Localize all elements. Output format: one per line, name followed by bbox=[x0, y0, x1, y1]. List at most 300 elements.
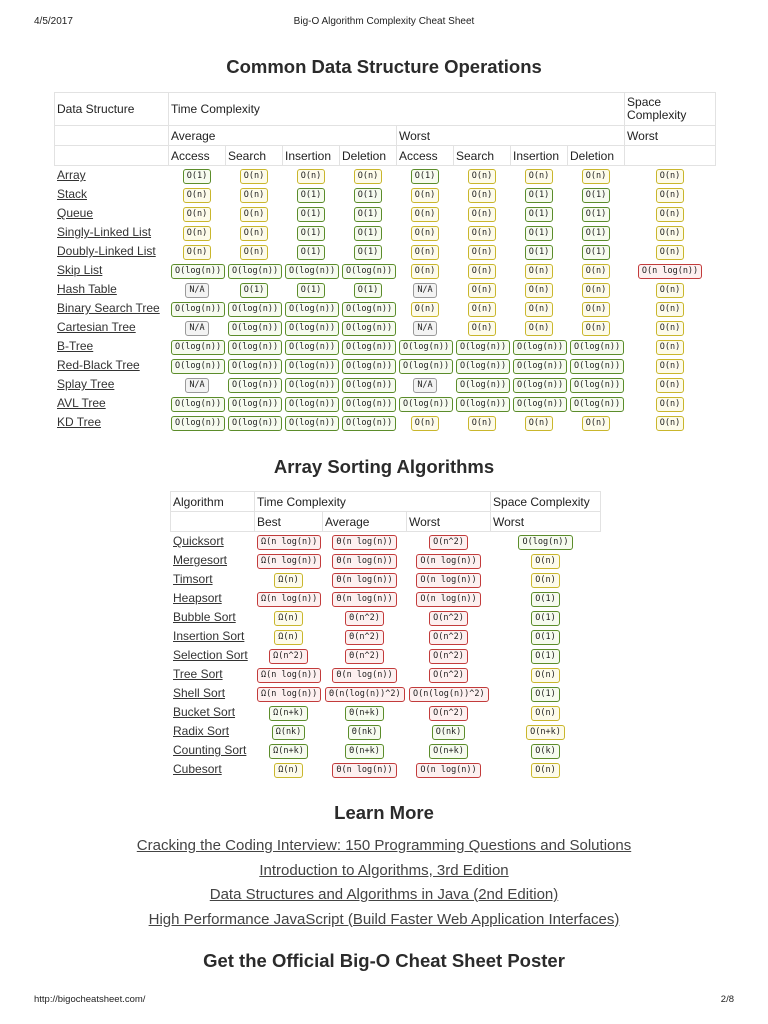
footer-page-number: 2/8 bbox=[720, 994, 734, 1005]
complexity-cell bbox=[397, 185, 454, 204]
table-row bbox=[55, 356, 716, 375]
learn-more-title: Learn More bbox=[334, 802, 434, 823]
complexity-badge: O(log(n)) bbox=[171, 340, 225, 355]
complexity-cell bbox=[491, 665, 601, 684]
col-header-op: Access bbox=[397, 146, 454, 166]
row-name-link[interactable]: Queue bbox=[57, 206, 94, 220]
complexity-cell bbox=[226, 375, 283, 394]
complexity-cell bbox=[340, 261, 397, 280]
row-name-cell bbox=[171, 551, 255, 570]
complexity-cell bbox=[454, 318, 511, 337]
complexity-cell bbox=[323, 627, 407, 646]
complexity-cell bbox=[407, 551, 491, 570]
complexity-cell bbox=[511, 185, 568, 204]
complexity-badge: O(n) bbox=[468, 302, 496, 317]
complexity-cell bbox=[255, 760, 323, 779]
complexity-badge: O(1) bbox=[531, 592, 559, 607]
complexity-cell bbox=[454, 356, 511, 375]
complexity-badge: O(n^2) bbox=[429, 611, 468, 626]
complexity-badge: O(n) bbox=[656, 416, 684, 431]
complexity-badge: O(n) bbox=[582, 283, 610, 298]
row-name-cell bbox=[171, 760, 255, 779]
complexity-cell bbox=[255, 684, 323, 703]
complexity-cell bbox=[340, 356, 397, 375]
complexity-cell bbox=[625, 261, 716, 280]
poster-title: Get the Official Big-O Cheat Sheet Poster bbox=[203, 950, 565, 971]
complexity-badge: Θ(nk) bbox=[348, 725, 382, 740]
complexity-cell bbox=[397, 280, 454, 299]
complexity-cell bbox=[454, 242, 511, 261]
complexity-cell bbox=[283, 223, 340, 242]
complexity-cell bbox=[568, 356, 625, 375]
complexity-cell bbox=[226, 394, 283, 413]
row-name-cell bbox=[171, 589, 255, 608]
complexity-badge: O(1) bbox=[354, 188, 382, 203]
complexity-badge: O(n^2) bbox=[429, 649, 468, 664]
sorting-table bbox=[170, 491, 601, 779]
complexity-cell bbox=[568, 280, 625, 299]
book-link-cracking-coding-interview[interactable]: Cracking the Coding Interview: 150 Programming Questions and Solutions bbox=[136, 837, 632, 854]
complexity-cell bbox=[283, 185, 340, 204]
complexity-cell bbox=[283, 356, 340, 375]
complexity-badge: O(log(n)) bbox=[456, 378, 510, 393]
col-header-op: Search bbox=[454, 146, 511, 166]
complexity-cell bbox=[323, 608, 407, 627]
complexity-badge: O(log(n)) bbox=[456, 397, 510, 412]
table-row bbox=[171, 589, 601, 608]
row-name-link[interactable]: Binary Search Tree bbox=[57, 301, 160, 315]
complexity-cell bbox=[568, 204, 625, 223]
complexity-cell bbox=[407, 665, 491, 684]
complexity-badge: O(log(n)) bbox=[513, 397, 567, 412]
complexity-badge: Θ(n log(n)) bbox=[332, 668, 396, 683]
complexity-cell bbox=[226, 337, 283, 356]
complexity-badge: O(1) bbox=[354, 207, 382, 222]
complexity-cell bbox=[397, 337, 454, 356]
complexity-badge: O(n) bbox=[354, 169, 382, 184]
row-name-cell bbox=[55, 413, 169, 432]
row-name-link[interactable]: Splay Tree bbox=[57, 377, 115, 391]
complexity-badge: O(n) bbox=[656, 169, 684, 184]
complexity-cell bbox=[625, 185, 716, 204]
complexity-badge: Ω(n) bbox=[274, 763, 302, 778]
row-name-cell bbox=[55, 337, 169, 356]
complexity-cell bbox=[255, 703, 323, 722]
complexity-cell bbox=[568, 223, 625, 242]
complexity-badge: O(1) bbox=[354, 283, 382, 298]
complexity-cell bbox=[283, 166, 340, 185]
table-row bbox=[171, 760, 601, 779]
complexity-badge: O(n) bbox=[240, 188, 268, 203]
complexity-cell bbox=[340, 223, 397, 242]
complexity-badge: O(n log(n)) bbox=[416, 763, 480, 778]
complexity-badge: Θ(n+k) bbox=[345, 744, 384, 759]
complexity-badge: O(nk) bbox=[432, 725, 466, 740]
complexity-badge: O(n) bbox=[531, 763, 559, 778]
complexity-badge: O(n log(n)) bbox=[416, 554, 480, 569]
complexity-cell bbox=[625, 204, 716, 223]
complexity-badge: O(log(n)) bbox=[285, 397, 339, 412]
row-name-cell bbox=[171, 570, 255, 589]
row-name-cell bbox=[171, 646, 255, 665]
complexity-badge: O(log(n)) bbox=[228, 416, 282, 431]
row-name-link[interactable]: Array bbox=[57, 168, 86, 182]
complexity-badge: O(n) bbox=[240, 207, 268, 222]
complexity-cell bbox=[568, 242, 625, 261]
complexity-cell bbox=[169, 166, 226, 185]
row-name-cell bbox=[55, 394, 169, 413]
row-name-link[interactable]: Counting Sort bbox=[173, 743, 247, 757]
complexity-cell bbox=[169, 280, 226, 299]
complexity-badge: O(log(n)) bbox=[228, 264, 282, 279]
complexity-cell bbox=[407, 608, 491, 627]
complexity-badge: O(k) bbox=[531, 744, 559, 759]
complexity-cell bbox=[169, 299, 226, 318]
row-name-link[interactable]: AVL Tree bbox=[57, 396, 106, 410]
complexity-cell bbox=[407, 570, 491, 589]
complexity-badge: O(1) bbox=[582, 207, 610, 222]
complexity-badge: O(1) bbox=[525, 207, 553, 222]
complexity-badge: O(log(n)) bbox=[285, 416, 339, 431]
complexity-cell bbox=[491, 703, 601, 722]
complexity-badge: Θ(n^2) bbox=[345, 611, 384, 626]
row-name-cell bbox=[171, 665, 255, 684]
complexity-badge: O(n) bbox=[582, 321, 610, 336]
complexity-cell bbox=[407, 684, 491, 703]
complexity-badge: O(log(n)) bbox=[228, 340, 282, 355]
complexity-badge: Ω(n) bbox=[274, 611, 302, 626]
table-row bbox=[171, 627, 601, 646]
complexity-cell bbox=[491, 532, 601, 551]
row-name-cell bbox=[55, 166, 169, 185]
complexity-cell bbox=[491, 608, 601, 627]
complexity-badge: O(log(n)) bbox=[285, 302, 339, 317]
complexity-cell bbox=[397, 204, 454, 223]
row-name-link[interactable]: Mergesort bbox=[173, 553, 228, 567]
complexity-cell bbox=[255, 741, 323, 760]
print-date: 4/5/2017 bbox=[34, 16, 73, 27]
row-name-link[interactable]: Quicksort bbox=[173, 534, 224, 548]
row-name-link[interactable]: Selection Sort bbox=[173, 648, 248, 662]
table-row bbox=[55, 299, 716, 318]
complexity-cell bbox=[226, 204, 283, 223]
complexity-cell bbox=[568, 318, 625, 337]
complexity-badge: N/A bbox=[185, 378, 208, 393]
col-header-time-complexity: Time Complexity bbox=[255, 492, 491, 512]
row-name-link[interactable]: Radix Sort bbox=[173, 724, 230, 738]
row-name-link[interactable]: Red-Black Tree bbox=[57, 358, 140, 372]
complexity-badge: O(log(n)) bbox=[342, 416, 396, 431]
table-row bbox=[55, 280, 716, 299]
table-row bbox=[171, 608, 601, 627]
complexity-cell bbox=[323, 722, 407, 741]
complexity-cell bbox=[568, 394, 625, 413]
table-row bbox=[171, 532, 601, 551]
complexity-badge: O(n) bbox=[411, 226, 439, 241]
complexity-badge: O(log(n)) bbox=[285, 264, 339, 279]
complexity-cell bbox=[454, 299, 511, 318]
row-name-link[interactable]: KD Tree bbox=[57, 415, 102, 429]
complexity-badge: N/A bbox=[413, 378, 436, 393]
row-name-link[interactable]: B-Tree bbox=[57, 339, 94, 353]
complexity-cell bbox=[255, 532, 323, 551]
complexity-cell bbox=[491, 589, 601, 608]
complexity-badge: O(n) bbox=[582, 169, 610, 184]
complexity-cell bbox=[407, 703, 491, 722]
table-row bbox=[171, 570, 601, 589]
row-name-cell bbox=[55, 185, 169, 204]
complexity-cell bbox=[511, 318, 568, 337]
complexity-cell bbox=[397, 299, 454, 318]
complexity-badge: O(n) bbox=[468, 264, 496, 279]
complexity-cell bbox=[169, 261, 226, 280]
row-name-link[interactable]: Cubesort bbox=[173, 762, 222, 776]
complexity-badge: O(n) bbox=[582, 302, 610, 317]
complexity-badge: O(n+k) bbox=[526, 725, 565, 740]
table-row bbox=[55, 394, 716, 413]
data-structure-table bbox=[54, 92, 716, 432]
empty-header-cell bbox=[625, 146, 716, 166]
complexity-cell bbox=[340, 413, 397, 432]
table-row bbox=[55, 223, 716, 242]
complexity-badge: O(1) bbox=[354, 226, 382, 241]
sort-section-title: Array Sorting Algorithms bbox=[273, 456, 495, 477]
row-name-link[interactable]: Cartesian Tree bbox=[57, 320, 136, 334]
complexity-cell bbox=[454, 413, 511, 432]
complexity-badge: O(1) bbox=[240, 283, 268, 298]
complexity-badge: O(log(n)) bbox=[513, 340, 567, 355]
complexity-badge: O(n) bbox=[411, 302, 439, 317]
complexity-cell bbox=[283, 394, 340, 413]
complexity-badge: O(1) bbox=[297, 245, 325, 260]
complexity-badge: Θ(n log(n)) bbox=[332, 573, 396, 588]
complexity-badge: O(n) bbox=[468, 188, 496, 203]
complexity-badge: O(n) bbox=[656, 340, 684, 355]
complexity-badge: Ω(nk) bbox=[272, 725, 306, 740]
complexity-cell bbox=[407, 760, 491, 779]
complexity-cell bbox=[454, 375, 511, 394]
complexity-badge: O(log(n)) bbox=[399, 397, 453, 412]
row-name-cell bbox=[55, 242, 169, 261]
complexity-cell bbox=[283, 261, 340, 280]
complexity-badge: Θ(n(log(n))^2) bbox=[325, 687, 405, 702]
complexity-badge: O(n log(n)) bbox=[416, 573, 480, 588]
col-header-op: Insertion bbox=[283, 146, 340, 166]
complexity-badge: O(n) bbox=[240, 226, 268, 241]
col-header-op: Access bbox=[169, 146, 226, 166]
print-title: Big-O Algorithm Complexity Cheat Sheet bbox=[293, 16, 475, 27]
row-name-link[interactable]: Hash Table bbox=[57, 282, 117, 296]
complexity-cell bbox=[323, 741, 407, 760]
complexity-badge: O(1) bbox=[525, 188, 553, 203]
complexity-badge: N/A bbox=[413, 283, 436, 298]
complexity-badge: O(log(n)) bbox=[399, 340, 453, 355]
complexity-badge: O(log(n)) bbox=[570, 359, 624, 374]
table-row bbox=[55, 204, 716, 223]
complexity-cell bbox=[169, 394, 226, 413]
complexity-badge: Ω(n) bbox=[274, 630, 302, 645]
complexity-badge: Θ(n log(n)) bbox=[332, 763, 396, 778]
complexity-cell bbox=[169, 204, 226, 223]
table-row bbox=[55, 318, 716, 337]
col-header-worst: Worst bbox=[397, 126, 625, 146]
complexity-cell bbox=[491, 627, 601, 646]
book-link-high-performance-js[interactable]: High Performance JavaScript (Build Faster Web Application Interfaces) bbox=[148, 910, 620, 928]
complexity-cell bbox=[625, 356, 716, 375]
complexity-cell bbox=[169, 223, 226, 242]
complexity-cell bbox=[226, 166, 283, 185]
complexity-cell bbox=[511, 299, 568, 318]
complexity-cell bbox=[226, 413, 283, 432]
complexity-badge: O(log(n)) bbox=[342, 397, 396, 412]
complexity-cell bbox=[397, 394, 454, 413]
complexity-cell bbox=[169, 318, 226, 337]
complexity-cell bbox=[625, 375, 716, 394]
complexity-cell bbox=[283, 280, 340, 299]
complexity-badge: O(log(n)) bbox=[285, 359, 339, 374]
row-name-link[interactable]: Shell Sort bbox=[173, 686, 226, 700]
complexity-badge: O(1) bbox=[525, 245, 553, 260]
complexity-badge: O(n) bbox=[525, 321, 553, 336]
complexity-badge: O(log(n)) bbox=[513, 378, 567, 393]
complexity-badge: O(n+k) bbox=[429, 744, 468, 759]
complexity-badge: Ω(n+k) bbox=[269, 744, 308, 759]
col-header-space-complexity: Space Complexity bbox=[491, 492, 601, 512]
complexity-badge: O(n) bbox=[411, 416, 439, 431]
complexity-badge: O(1) bbox=[582, 188, 610, 203]
complexity-badge: O(log(n)) bbox=[342, 321, 396, 336]
table-row bbox=[171, 684, 601, 703]
complexity-cell bbox=[226, 299, 283, 318]
complexity-cell bbox=[407, 532, 491, 551]
table-row bbox=[171, 665, 601, 684]
complexity-cell bbox=[491, 722, 601, 741]
complexity-badge: O(1) bbox=[183, 169, 211, 184]
complexity-cell bbox=[568, 337, 625, 356]
complexity-badge: O(log(n)) bbox=[399, 359, 453, 374]
complexity-badge: O(1) bbox=[411, 169, 439, 184]
complexity-cell bbox=[511, 356, 568, 375]
complexity-cell bbox=[283, 204, 340, 223]
complexity-cell bbox=[283, 375, 340, 394]
row-name-link[interactable]: Tree Sort bbox=[173, 667, 223, 681]
complexity-badge: O(n log(n)) bbox=[416, 592, 480, 607]
complexity-cell bbox=[340, 280, 397, 299]
complexity-cell bbox=[255, 551, 323, 570]
complexity-cell bbox=[568, 413, 625, 432]
complexity-cell bbox=[226, 242, 283, 261]
row-name-link[interactable]: Bucket Sort bbox=[173, 705, 236, 719]
complexity-cell bbox=[255, 722, 323, 741]
complexity-badge: O(n) bbox=[656, 188, 684, 203]
complexity-badge: O(n) bbox=[656, 378, 684, 393]
row-name-link[interactable]: Heapsort bbox=[173, 591, 222, 605]
table-row bbox=[55, 242, 716, 261]
complexity-badge: O(n) bbox=[468, 169, 496, 184]
complexity-cell bbox=[407, 722, 491, 741]
complexity-cell bbox=[568, 166, 625, 185]
complexity-badge: O(log(n)) bbox=[342, 340, 396, 355]
row-name-link[interactable]: Doubly-Linked List bbox=[57, 244, 156, 258]
complexity-cell bbox=[169, 356, 226, 375]
complexity-cell bbox=[340, 299, 397, 318]
complexity-badge: Ω(n) bbox=[274, 573, 302, 588]
complexity-badge: O(log(n)) bbox=[171, 359, 225, 374]
complexity-cell bbox=[491, 551, 601, 570]
complexity-badge: O(log(n)) bbox=[456, 359, 510, 374]
complexity-cell bbox=[340, 337, 397, 356]
ds-section-title: Common Data Structure Operations bbox=[226, 56, 542, 77]
complexity-cell bbox=[397, 166, 454, 185]
complexity-badge: O(log(n)) bbox=[342, 378, 396, 393]
row-name-cell bbox=[55, 356, 169, 375]
complexity-badge: O(n) bbox=[411, 207, 439, 222]
col-header-space-complexity: Space Complexity bbox=[625, 93, 716, 126]
complexity-cell bbox=[407, 741, 491, 760]
complexity-cell bbox=[625, 394, 716, 413]
book-link-intro-to-algorithms[interactable]: Introduction to Algorithms, 3rd Edition bbox=[259, 861, 509, 879]
complexity-cell bbox=[255, 570, 323, 589]
complexity-cell bbox=[283, 242, 340, 261]
complexity-cell bbox=[454, 185, 511, 204]
complexity-badge: O(1) bbox=[297, 207, 325, 222]
row-name-link[interactable]: Singly-Linked List bbox=[57, 225, 152, 239]
complexity-badge: O(n) bbox=[525, 283, 553, 298]
row-name-link[interactable]: Timsort bbox=[173, 572, 213, 586]
row-name-link[interactable]: Skip List bbox=[57, 263, 103, 277]
col-header-average: Average bbox=[169, 126, 397, 146]
complexity-badge: O(log(n)) bbox=[171, 302, 225, 317]
complexity-cell bbox=[397, 375, 454, 394]
complexity-cell bbox=[511, 280, 568, 299]
row-name-link[interactable]: Insertion Sort bbox=[173, 629, 245, 643]
complexity-badge: O(log(n)) bbox=[171, 416, 225, 431]
row-name-link[interactable]: Stack bbox=[57, 187, 88, 201]
book-link-data-structures-java[interactable]: Data Structures and Algorithms in Java (2nd Edition) bbox=[209, 886, 559, 903]
row-name-link[interactable]: Bubble Sort bbox=[173, 610, 236, 624]
complexity-badge: N/A bbox=[185, 321, 208, 336]
complexity-cell bbox=[511, 223, 568, 242]
complexity-cell bbox=[568, 299, 625, 318]
complexity-badge: O(n) bbox=[656, 359, 684, 374]
complexity-cell bbox=[491, 684, 601, 703]
complexity-cell bbox=[283, 299, 340, 318]
table-row bbox=[171, 722, 601, 741]
complexity-badge: O(n) bbox=[183, 245, 211, 260]
complexity-badge: O(n^2) bbox=[429, 630, 468, 645]
col-header-best: Best bbox=[255, 512, 323, 532]
complexity-badge: O(1) bbox=[531, 630, 559, 645]
complexity-badge: O(log(n)) bbox=[171, 264, 225, 279]
complexity-cell bbox=[407, 646, 491, 665]
row-name-cell bbox=[55, 223, 169, 242]
complexity-cell bbox=[340, 242, 397, 261]
complexity-badge: Ω(n+k) bbox=[269, 706, 308, 721]
table-row bbox=[171, 741, 601, 760]
complexity-badge: O(1) bbox=[531, 611, 559, 626]
complexity-cell bbox=[454, 204, 511, 223]
complexity-cell bbox=[568, 185, 625, 204]
table-row bbox=[55, 413, 716, 432]
row-name-cell bbox=[55, 280, 169, 299]
footer-url: http://bigocheatsheet.com/ bbox=[34, 994, 146, 1005]
complexity-badge: O(log(n)) bbox=[342, 359, 396, 374]
complexity-cell bbox=[340, 394, 397, 413]
complexity-cell bbox=[255, 589, 323, 608]
col-header-algorithm: Algorithm bbox=[171, 492, 255, 512]
complexity-cell bbox=[491, 570, 601, 589]
complexity-cell bbox=[397, 223, 454, 242]
